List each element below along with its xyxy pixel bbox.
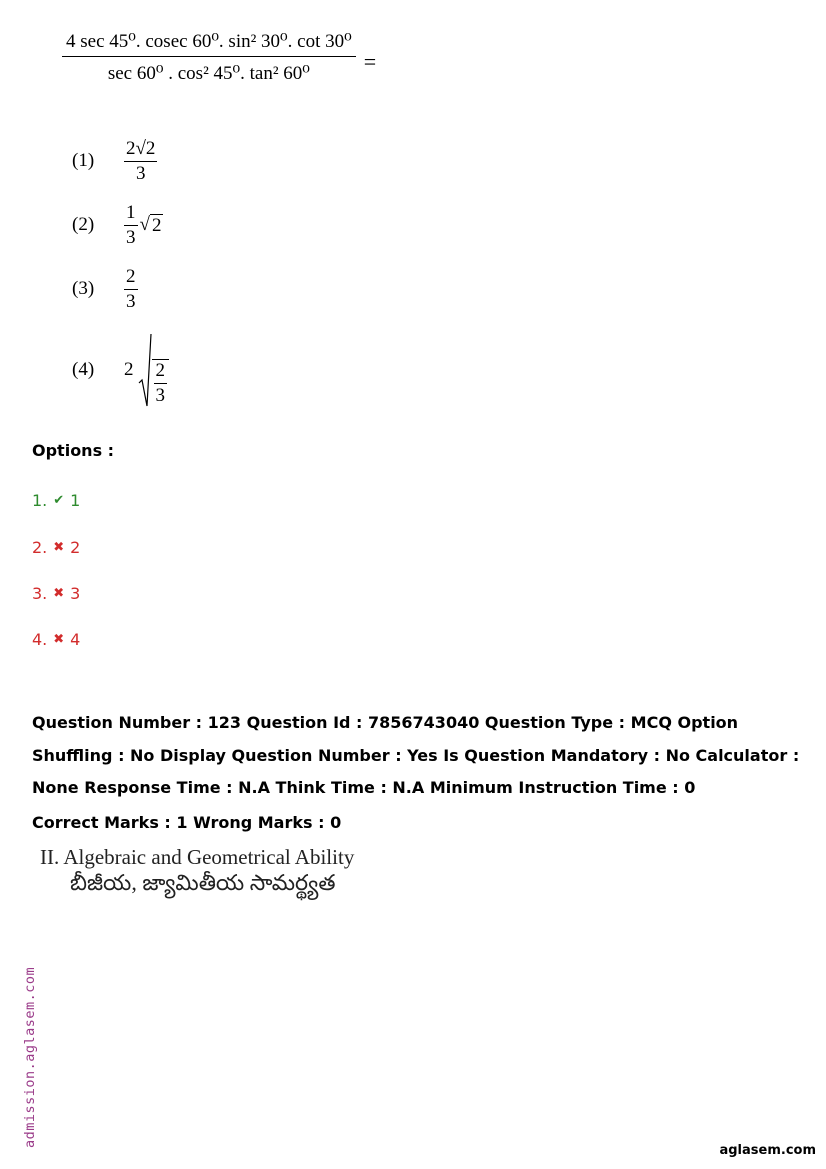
section-title-english: II. Algebraic and Geometrical Ability [40,845,355,869]
question-option-3 [72,266,138,313]
option-math [124,138,157,185]
answer-option-2 [32,538,80,557]
answer-option-1 [32,491,80,510]
cross-icon: ✖ [53,632,65,647]
radical-sign: √ [139,213,150,235]
answer-number: 3. [32,584,48,603]
answer-text: 2 [70,538,81,557]
answer-number: 2. [32,538,48,557]
fraction-denominator: 3 [126,226,136,248]
option-fraction [124,202,138,249]
side-watermark: admission.aglasem.com [22,966,38,1148]
option-fraction [124,138,157,185]
expression-denominator: sec 60⁰ . cos² 45⁰. tan² 60⁰ [107,63,310,84]
radical-sign-icon [138,333,152,407]
section-title-telugu: బీజీయ, జ్యామితీయ సామర్థ్యత [70,870,336,895]
answer-number: 4. [32,630,48,649]
answer-number: 1. [32,491,48,510]
square-root [140,214,164,237]
fraction-denominator: 3 [126,290,136,312]
cross-icon: ✖ [53,540,65,555]
option-label: (4) [72,359,95,380]
radicand: 2 [151,214,162,236]
question-metadata: Question Number : 123 Question Id : 7856743040 Question Type : MCQ Option Shuffling : No Display Question Number : Yes Is Question Mandatory : No Calculator : None Response Time : N.A Think Time : N.A Minimum Instruction Time : 0 [32,713,800,797]
equals-sign: = [363,48,377,74]
question-option-1 [72,138,157,185]
section-heading [40,845,354,901]
option-math [124,202,163,249]
fraction-numerator: 2√2 [126,138,156,159]
answer-text: 3 [70,584,81,603]
answer-option-4 [32,630,80,649]
check-icon: ✔ [53,493,65,508]
fraction-denominator: 3 [155,385,165,407]
square-root [138,333,170,407]
answer-option-3 [32,584,80,603]
option-math [124,266,138,313]
answer-text: 1 [70,491,81,510]
option-fraction [124,266,138,313]
option-label: (2) [72,214,95,236]
fraction-numerator: 1 [126,202,136,223]
options-heading: Options : [32,441,115,460]
option-label: (1) [72,150,95,172]
expression-fraction [62,30,356,85]
option-math [124,333,169,407]
fraction-numerator: 2 [126,266,136,287]
answer-text: 4 [70,630,81,649]
cross-icon: ✖ [53,586,65,601]
expression-numerator: 4 sec 45⁰. cosec 60⁰. sin² 30⁰. cot 30⁰ [66,31,352,52]
option-label: (3) [72,278,95,300]
marks-info: Correct Marks : 1 Wrong Marks : 0 [32,813,342,832]
radicand [152,359,170,407]
question-option-2 [72,202,163,249]
fraction-denominator: 3 [135,162,146,184]
question-expression [62,30,376,85]
fraction-numerator: 2 [155,360,165,382]
question-option-4 [72,333,169,407]
footer-brand: aglasem.com [719,1143,816,1158]
option-fraction [154,360,168,407]
option-coefficient: 2 [124,359,134,380]
